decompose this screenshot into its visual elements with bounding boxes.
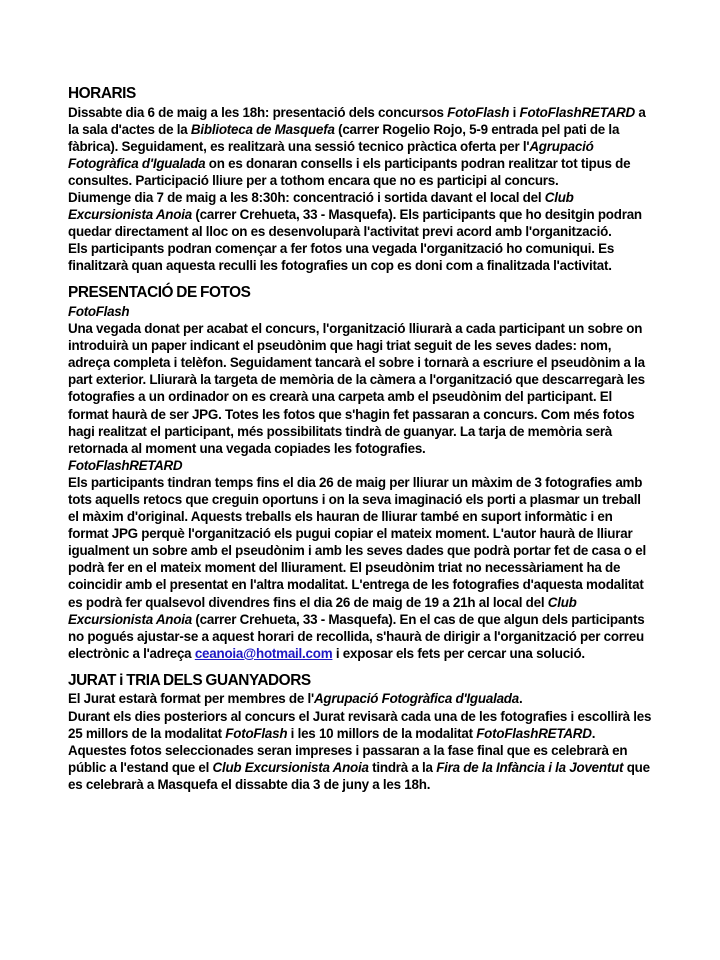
paragraph-fotoflashretard-rules (68, 474, 654, 662)
saturday-italic-fotoflashretard: FotoFlashRETARD (519, 104, 635, 120)
saturday-italic-biblioteca: Biblioteca de Masquefa (190, 121, 335, 137)
jurat-italic-fotoflash: FotoFlash (225, 725, 288, 741)
document-body (68, 84, 654, 793)
retard-text-1: Els participants tindran temps fins el dia 26 de maig per lliurar un màxim de 3 fotografies amb tots aquells retocs que creguin oportuns i on la seva imaginació els porti a plasmar un treball el màxim d'original. Aquests treballs els hauran de lliurar també en suport informàtic i en format JPG perquè l'organització els pugui copiar el mateix moment. L'autor haurà de lliurar igualment un sobre amb el pseudònim i amb les seves dades que podrà portar fet de casa o el podrà fer en el mateix moment del lliurament. El pseudònim triat no necessàriament ha de coincidir amb el presentat en l'altra modalitat. L'entrega de les fotografies d'aquesta modalitat es podrà fer qualsevol divendres fins el dia 26 de maig de 19 a 21h al local del (68, 474, 646, 610)
paragraph-horaris-closing: Els participants podran començar a fer fotos una vegada l'organització ho comuniqui. Es finalitzarà quan aquesta reculli les fotografies un cop es doni com a finalitzada l'activitat. (68, 241, 615, 274)
section-heading-jurat: JURAT i TRIA DELS GUANYADORS (68, 671, 311, 689)
retard-italic-club: Club Excursionista Anoia (68, 594, 577, 627)
jurat-body-3: . Aquestes fotos seleccionades seran impreses i passaran a la fase final que es celebrarà en públic a l'estand que el (68, 725, 628, 775)
paragraph-sunday-schedule (68, 189, 654, 240)
saturday-text-1: presentació dels concursos (269, 104, 448, 120)
jurat-italic-fira: Fira de la Infància i la Joventut (436, 759, 624, 775)
jurat-italic-agrupacio: Agrupació Fotogràfica d'Igualada (313, 691, 519, 707)
section-heading-horaris: HORARIS (68, 85, 136, 102)
saturday-date-lead: Dissabte dia 6 de maig a les 18h: (68, 104, 270, 120)
saturday-italic-fotoflash: FotoFlash (447, 104, 510, 120)
sunday-italic-club: Club Excursionista Anoia (68, 189, 574, 223)
paragraph-jurat-selection (68, 708, 654, 793)
retard-text-3: i exposar els fets per cercar una solució. (332, 645, 585, 661)
email-link-ceanoia[interactable]: ceanoia@hotmail.com (194, 645, 333, 661)
paragraph-saturday-schedule (68, 104, 654, 189)
jurat-italic-club: Club Excursionista Anoia (212, 759, 369, 775)
jurat-body-5: que es celebrarà a Masquefa el dissabte dia 3 de juny a les 18h. (68, 759, 650, 792)
paragraph-jurat-composition (68, 690, 654, 707)
jurat-body-1: Durant els dies posteriors al concurs el Jurat revisarà cada una de les fotografies i escollirà les 25 millors de la modalitat (68, 708, 652, 741)
saturday-italic-agrupacio: Agrupació Fotogràfica d'Igualada (68, 138, 594, 171)
jurat-text-1: El Jurat estarà format per membres de l' (68, 691, 314, 707)
jurat-text-2: . (519, 691, 523, 707)
saturday-text-5: on es donaran consells i els participants podran realitzar tot tipus de consultes. Participació lliure per a tothom encara que no es participi al concurs. (68, 155, 631, 188)
saturday-text-2: i (509, 104, 520, 120)
section-heading-presentacio: PRESENTACIÓ DE FOTOS (68, 284, 251, 302)
saturday-text-3: a la sala d'actes de la (68, 104, 646, 137)
subheading-fotoflash: FotoFlash (68, 303, 130, 319)
jurat-body-4: tindrà a la (368, 759, 437, 775)
retard-text-2: (carrer Crehueta, 33 - Masquefa). En el cas de que algun dels participants no pogués ajustar-se a aquest horari de recollida, s'haurà de dirigir a l'organització per correu electrònic a l'adreça (68, 611, 645, 661)
sunday-text-1: concentració i sortida davant el local del (289, 189, 545, 205)
sunday-date-lead: Diumenge dia 7 de maig a les 8:30h: (68, 189, 290, 205)
subheading-fotoflashretard: FotoFlashRETARD (68, 457, 183, 473)
jurat-italic-fotoflashretard: FotoFlashRETARD (476, 725, 592, 741)
saturday-text-4: (carrer Rogelio Rojo, 5-9 entrada pel pati de la fàbrica). Seguidament, es realitzarà una sessió tecnico pràctica oferta per l' (68, 121, 620, 154)
paragraph-fotoflash-rules: Una vegada donat per acabat el concurs, l'organització lliurarà a cada participant un sobre on introduirà un paper indicant el pseudònim que hagi triat seguit de les seves dades: nom, adreça completa i telèfon. Seguidament tancarà el sobre i tornarà a escriure el pseudònim a la part exterior. Lliurarà la targeta de memòria de la càmera a l'organització que descarregarà les fotografies a un ordinador on es crearà una carpeta amb el pseudònim del participant. El format haurà de ser JPG. Totes les fotos que s'hagin fet passaran a concurs. Com més fotos hagi realitzat el participant, més possibilitats tindrà de guanyar. La tarja de memòria serà retornada al moment una vegada copiades les fotografies. (68, 321, 645, 456)
jurat-body-2: i les 10 millors de la modalitat (287, 725, 477, 741)
sunday-text-2: (carrer Crehueta, 33 - Masquefa). Els participants que ho desitgin podran quedar directament al lloc on es desenvoluparà l'activitat previ acord amb l'organització. (68, 207, 642, 240)
